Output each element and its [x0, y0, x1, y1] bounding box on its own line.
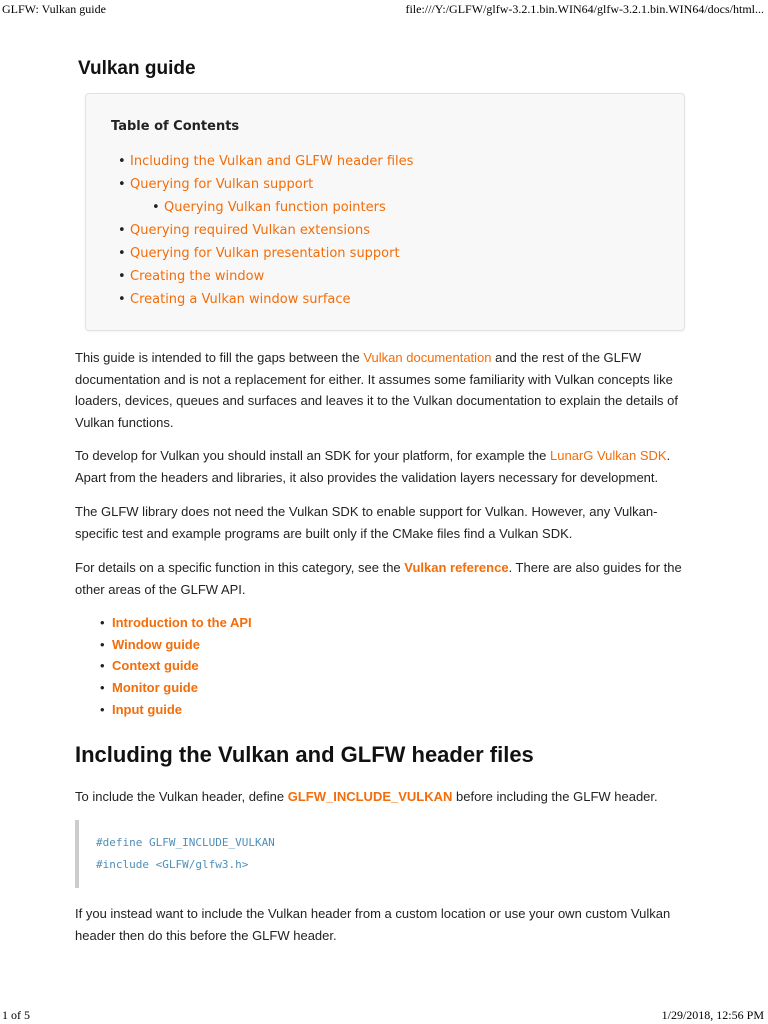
guide-list — [100, 612, 252, 720]
bullet-icon: • — [118, 292, 126, 307]
text: . There are also guides for the other areas of the GLFW API. — [75, 560, 682, 597]
list-item — [100, 612, 252, 634]
list-item — [100, 677, 252, 699]
table-of-contents — [85, 93, 685, 331]
text: To develop for Vulkan you should install an SDK for your platform, for example the — [75, 448, 550, 463]
bullet-icon: • — [118, 154, 126, 169]
page-title: Vulkan guide — [78, 58, 196, 79]
bullet-icon: • — [100, 615, 105, 630]
page-count: 1 of 5 — [2, 1008, 30, 1022]
guide-link-context[interactable]: Context guide — [112, 658, 199, 674]
toc-link-function-pointers[interactable]: Querying Vulkan function pointers — [164, 200, 386, 215]
section-paragraph-2: If you instead want to include the Vulkan header from a custom location or use your own custom Vulkan header then do this before the GLFW header. — [75, 906, 671, 943]
guide-link-intro[interactable]: Introduction to the API — [112, 615, 252, 630]
guide-link-input[interactable]: Input guide — [112, 701, 183, 717]
print-header-title: GLFW: Vulkan guide — [2, 2, 106, 16]
section-paragraph-1 — [75, 786, 690, 808]
bullet-icon: • — [118, 223, 126, 238]
bullet-icon: • — [100, 701, 105, 717]
toc-item — [118, 219, 413, 242]
list-item — [100, 655, 252, 677]
bullet-icon: • — [100, 636, 105, 652]
intro-paragraph-3: The GLFW library does not need the Vulkan SDK to enable support for Vulkan. However, any Vulkan-specific test and example programs are built only if the CMake files find a Vulkan SDK. — [75, 504, 658, 541]
vulkan-documentation-link[interactable]: Vulkan documentation — [363, 350, 492, 365]
print-timestamp: 1/29/2018, 12:56 PM — [661, 1008, 764, 1022]
guide-link-window[interactable]: Window guide — [112, 636, 200, 652]
print-footer — [0, 1006, 768, 1024]
section-heading-including-headers: Including the Vulkan and GLFW header files — [75, 742, 534, 767]
toc-item — [118, 196, 413, 219]
bullet-icon: • — [118, 246, 126, 261]
toc-link-presentation-support[interactable]: Querying for Vulkan presentation support — [130, 246, 400, 261]
print-header-url: file:///Y:/GLFW/glfw-3.2.1.bin.WIN64/glfw-3.2.1.bin.WIN64/docs/html... — [405, 2, 764, 16]
toc-link-window-surface[interactable]: Creating a Vulkan window surface — [130, 292, 351, 307]
toc-item — [118, 150, 413, 173]
vulkan-reference-link[interactable]: Vulkan reference — [404, 560, 509, 575]
glfw-include-vulkan-link[interactable]: GLFW_INCLUDE_VULKAN — [287, 789, 453, 804]
text: before including the GLFW header. — [452, 789, 658, 804]
bullet-icon: • — [152, 200, 160, 215]
bullet-icon: • — [118, 269, 126, 284]
bullet-icon: • — [118, 177, 126, 192]
print-header — [0, 0, 768, 18]
intro-paragraph-4 — [75, 557, 690, 600]
toc-link-creating-window[interactable]: Creating the window — [130, 269, 265, 284]
text: For details on a specific function in this category, see the — [75, 560, 405, 575]
toc-title: Table of Contents — [111, 119, 240, 134]
toc-item — [118, 242, 413, 265]
text: To include the Vulkan header, define — [75, 789, 288, 804]
list-item — [100, 699, 252, 721]
toc-link-required-extensions[interactable]: Querying required Vulkan extensions — [130, 223, 370, 238]
bullet-icon: • — [100, 680, 105, 696]
guide-link-monitor[interactable]: Monitor guide — [112, 680, 198, 696]
intro-paragraph-2 — [75, 445, 690, 488]
lunarg-sdk-link[interactable]: LunarG Vulkan SDK — [550, 448, 667, 463]
text: and the rest of the GLFW documentation and is not a replacement for either. It assumes some familiarity with Vulkan concepts like loaders, devices, queues and surfaces and leaves it to the Vulkan documentation to explain the details of Vulkan functions. — [75, 350, 678, 430]
toc-link-querying-support[interactable]: Querying for Vulkan support — [130, 177, 314, 192]
code-line: #include <GLFW/glfw3.h> — [96, 858, 249, 871]
text: This guide is intended to fill the gaps between the — [75, 350, 364, 365]
list-item — [100, 634, 252, 656]
toc-item — [118, 173, 413, 196]
toc-link-including-headers[interactable]: Including the Vulkan and GLFW header files — [130, 154, 414, 169]
toc-item — [118, 288, 413, 311]
code-line: #define GLFW_INCLUDE_VULKAN — [96, 836, 275, 849]
code-block — [75, 820, 690, 888]
bullet-icon: • — [100, 658, 105, 674]
intro-paragraph-1 — [75, 347, 690, 433]
text: . Apart from the headers and libraries, it also provides the validation layers necessary for development. — [75, 448, 671, 485]
toc-list — [118, 150, 413, 311]
toc-item — [118, 265, 413, 288]
